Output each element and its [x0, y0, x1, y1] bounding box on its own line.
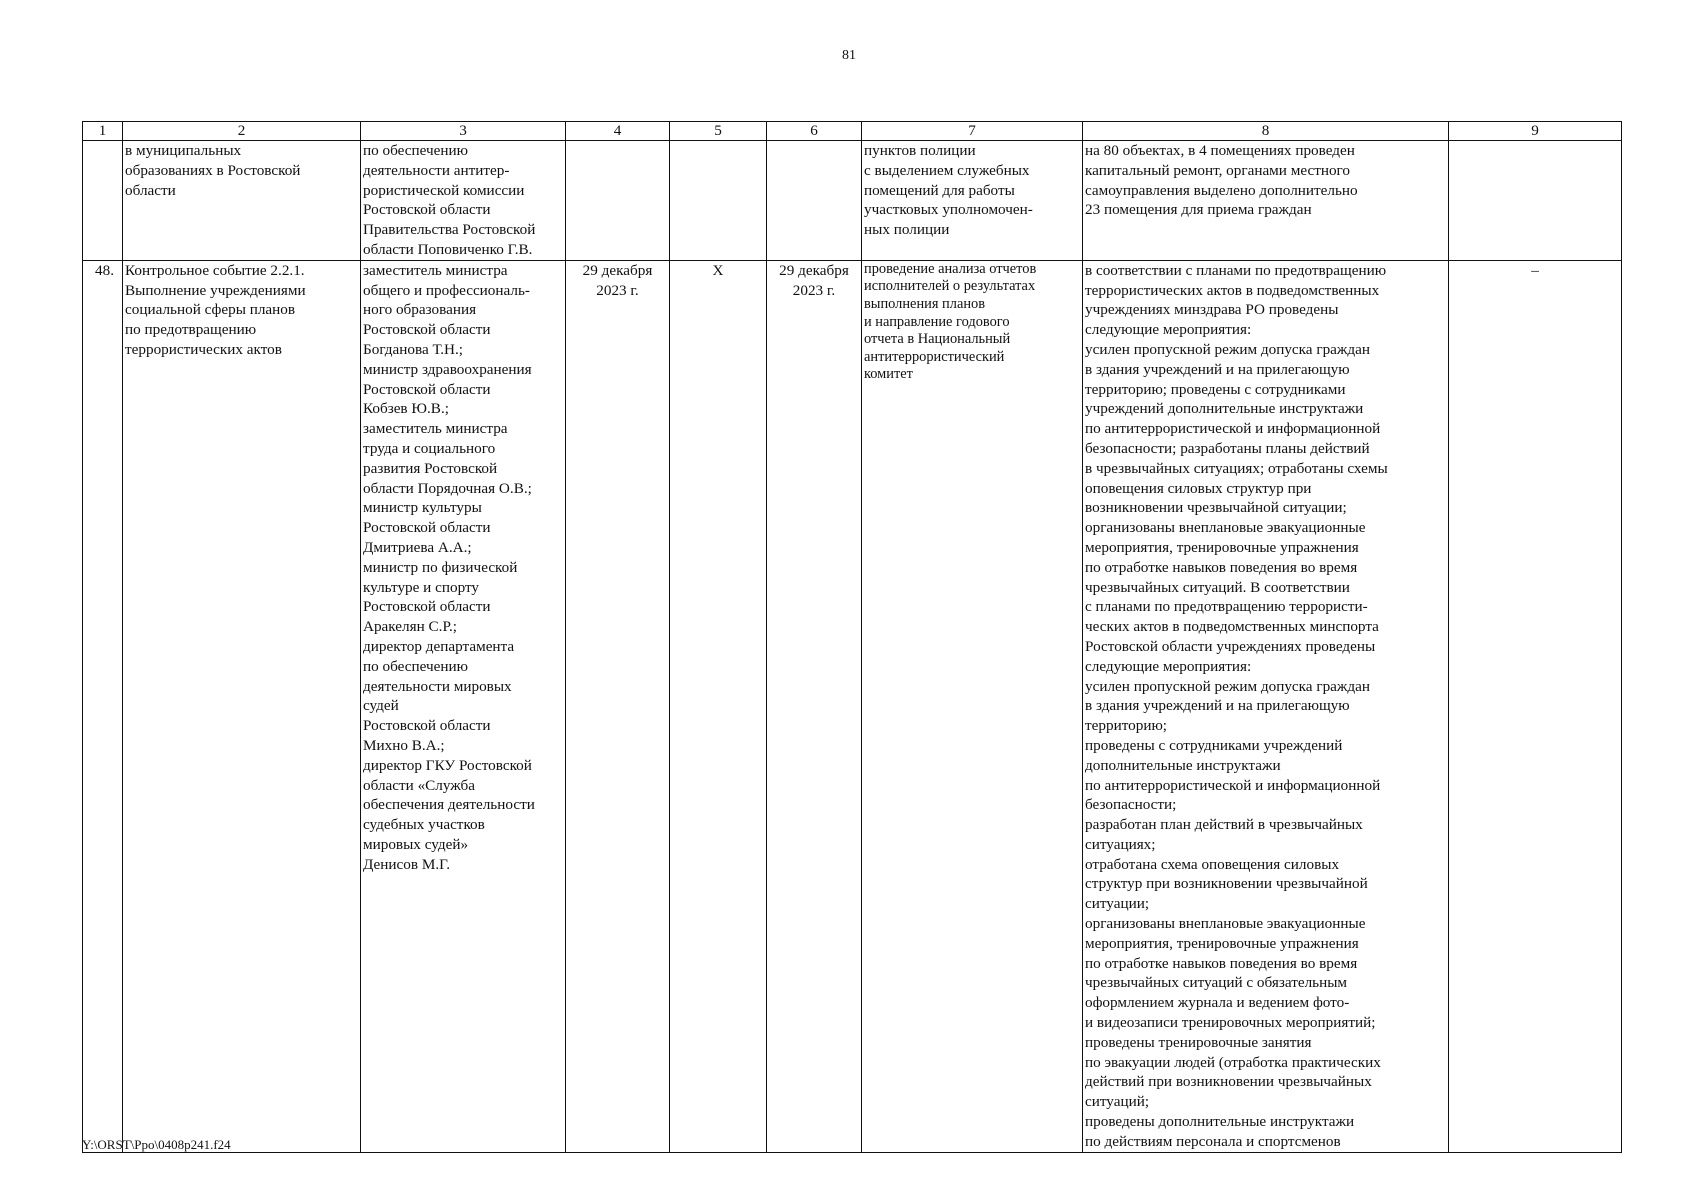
cont-cell-number — [83, 141, 123, 261]
cont-cell-expected-result: пунктов полиции с выделением служебных помещений для работы участковых уполномочен- ных полиции — [862, 141, 1083, 261]
header-cell-8: 8 — [1083, 122, 1449, 141]
header-cell-1: 1 — [83, 122, 123, 141]
row48-cell-expected-result: проведение анализа отчетов исполнителей о результатах выполнения планов и направление годового отчета в Национальный антитеррористический комитет — [862, 260, 1083, 1152]
cont-cell-event: в муниципальных образованиях в Ростовской области — [123, 141, 361, 261]
header-cell-2: 2 — [123, 122, 361, 141]
footer-file-path: Y:\ORST\Ppo\0408p241.f24 — [82, 1137, 231, 1152]
cont-cell-fact-date — [767, 141, 862, 261]
row48-cell-plan-date: 29 декабря 2023 г. — [566, 260, 670, 1152]
row48-cell-number: 48. — [83, 260, 123, 1152]
table-row-continuation — [83, 141, 1622, 261]
cont-cell-reasons — [1449, 141, 1622, 261]
row48-cell-reasons: – — [1449, 260, 1622, 1152]
header-row — [83, 122, 1622, 141]
cont-cell-actual-result: на 80 объектах, в 4 помещениях проведен капитальный ремонт, органами местного самоуправления выделено дополнительно 23 помещения для приема граждан — [1083, 141, 1449, 261]
report-table — [82, 121, 1622, 1153]
row48-cell-event: Контрольное событие 2.2.1. Выполнение учреждениями социальной сферы планов по предотвращению террористических актов — [123, 260, 361, 1152]
header-cell-3: 3 — [361, 122, 566, 141]
header-cell-5: 5 — [670, 122, 767, 141]
page-number: 81 — [842, 48, 856, 63]
cont-cell-plan-date — [566, 141, 670, 261]
row48-cell-col5: X — [670, 260, 767, 1152]
header-cell-4: 4 — [566, 122, 670, 141]
row48-cell-responsible: заместитель министра общего и профессиональ- ного образования Ростовской области Богданова Т.Н.; министр здравоохранения Ростовской области Кобзев Ю.В.; заместитель министра труда и социального развития Ростовской области Порядочная О.В.; министр культуры Ростовской области Дмитриева А.А.; министр по физической культуре и спорту Ростовской области Аракелян С.Р.; директор департамента по обеспечению деятельности мировых судей Ростовской области Михно В.А.; директор ГКУ Ростовской области «Служба обеспечения деятельности судебных участков мировых судей» Денисов М.Г. — [361, 260, 566, 1152]
row48-cell-fact-date: 29 декабря 2023 г. — [767, 260, 862, 1152]
table-row-48 — [83, 260, 1622, 1152]
header-cell-6: 6 — [767, 122, 862, 141]
row48-cell-actual-result: в соответствии с планами по предотвращению террористических актов в подведомственных учреждениях минздрава РО проведены следующие мероприятия: усилен пропускной режим допуска граждан в здания учреждений и на прилегающую территорию; проведены с сотрудниками учреждений дополнительные инструктажи по антитеррористической и информационной безопасности; разработаны планы действий в чрезвычайных ситуациях; отработаны схемы оповещения силовых структур при возникновении чрезвычайной ситуации; организованы внеплановые эвакуационные мероприятия, тренировочные упражнения по отработке навыков поведения во время чрезвычайных ситуаций. В соответствии с планами по предотвращению террористи- ческих актов в подведомственных минспорта Ростовской области учреждениях проведены следующие мероприятия: усилен пропускной режим допуска граждан в здания учреждений и на прилегающую территорию; проведены с сотрудниками учреждений дополнительные инструктажи по антитеррористической и информационной безопасности; разработан план действий в чрезвычайных ситуациях; отработана схема оповещения силовых структур при возникновении чрезвычайной ситуации; организованы внеплановые эвакуационные мероприятия, тренировочные упражнения по отработке навыков поведения во время чрезвычайных ситуаций с обязательным оформлением журнала и ведением фото- и видеозаписи тренировочных мероприятий; проведены тренировочные занятия по эвакуации людей (отработка практических действий при возникновении чрезвычайных ситуаций; проведены дополнительные инструктажи по действиям персонала и спортсменов — [1083, 260, 1449, 1152]
header-cell-9: 9 — [1449, 122, 1622, 141]
cont-cell-responsible: по обеспечению деятельности антитер- рористической комиссии Ростовской области Правительства Ростовской области Поповиченко Г.В. — [361, 141, 566, 261]
header-cell-7: 7 — [862, 122, 1083, 141]
cont-cell-col5 — [670, 141, 767, 261]
